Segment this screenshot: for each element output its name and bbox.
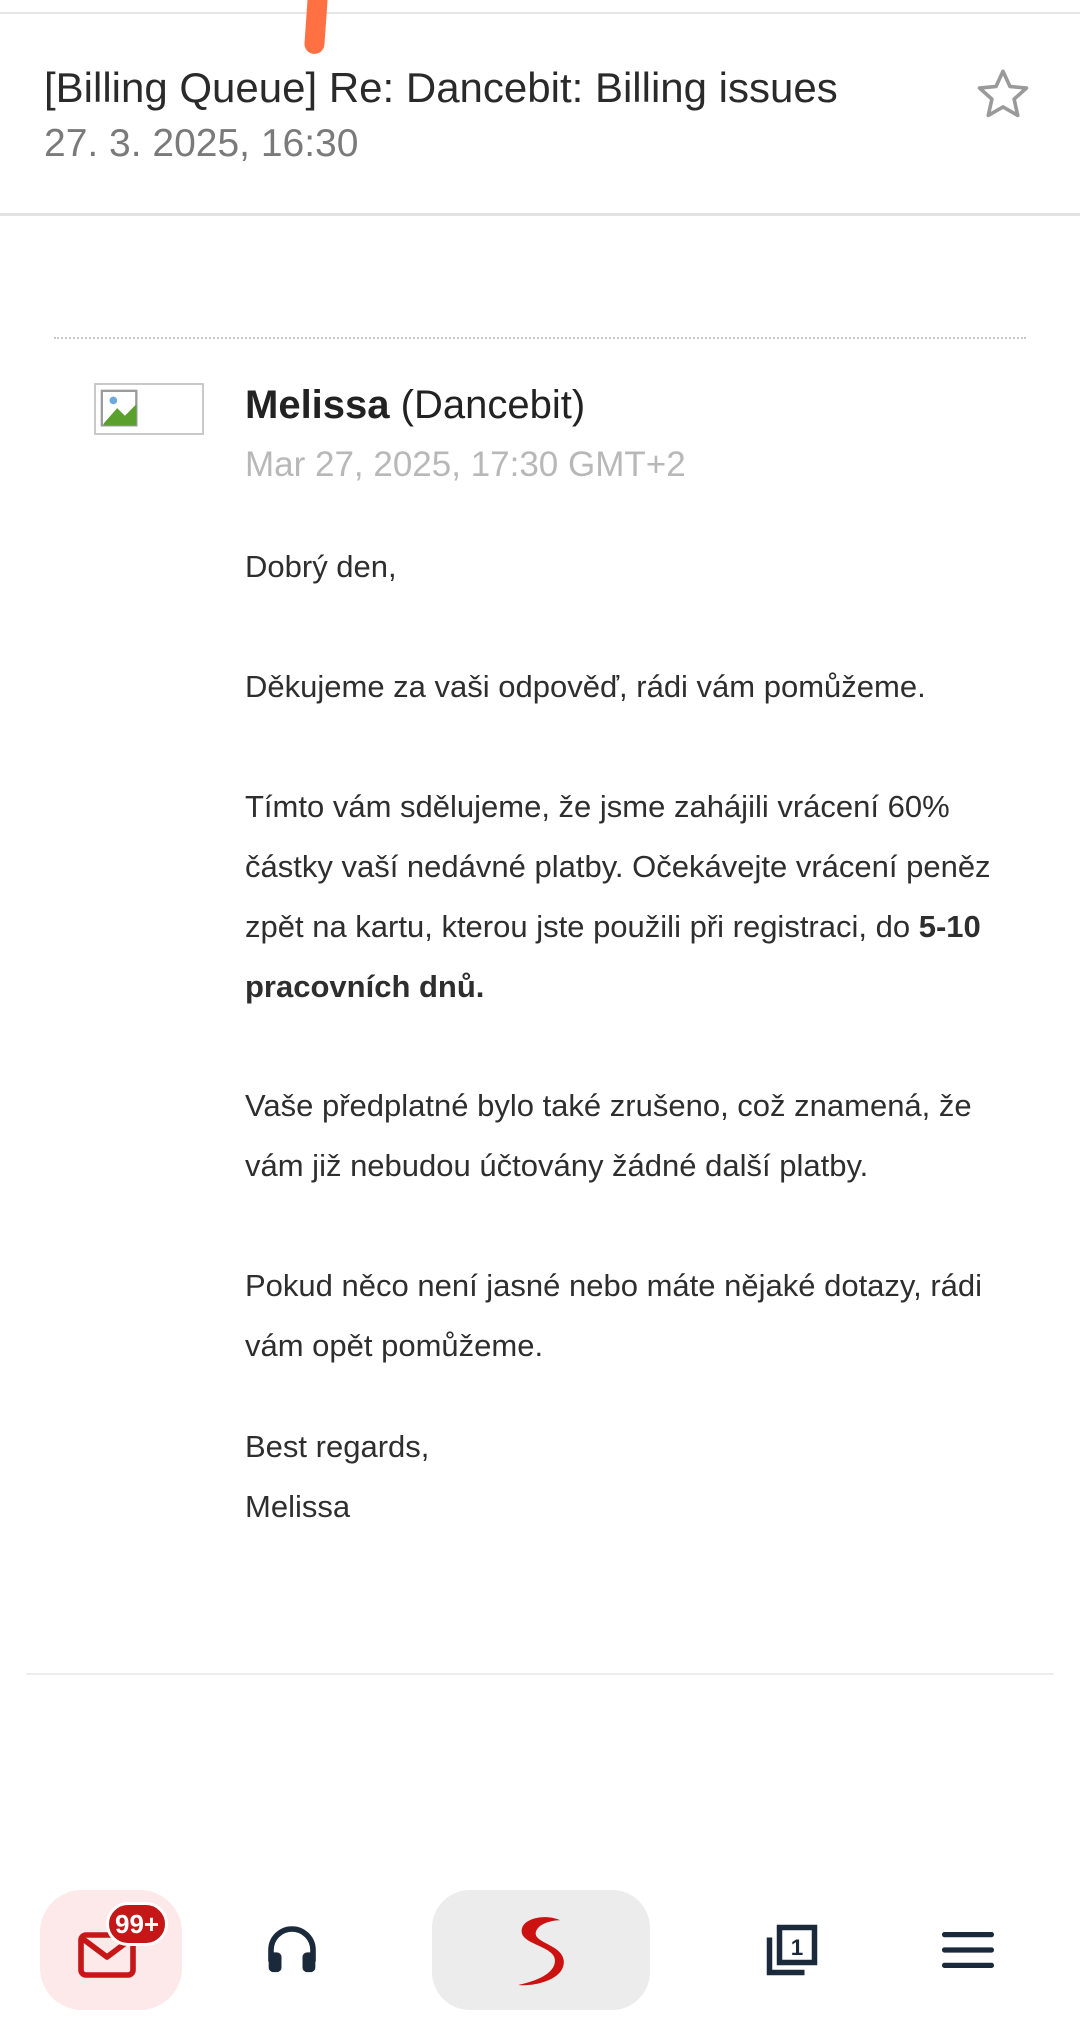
paragraph-contact-text: Pokud něco není jasné nebo máte nějaké dotazy, rádi vám opět pomůžeme.	[245, 1268, 983, 1363]
top-edge	[0, 0, 1080, 14]
paragraph-contact	[245, 1256, 1035, 1376]
sender	[245, 383, 585, 428]
s-logo-icon	[506, 1909, 576, 1991]
refund-period: 5-10 pracovních dnů.	[245, 909, 981, 1004]
mail-unread-badge: 99+	[106, 1902, 168, 1946]
star-icon[interactable]	[972, 64, 1034, 126]
nav-mail-button[interactable]	[40, 1890, 182, 2010]
avatar	[94, 383, 204, 435]
headphones-icon	[264, 1922, 320, 1978]
bottom-separator	[26, 1673, 1054, 1675]
nav-tabs-button[interactable]	[742, 1890, 842, 2010]
paragraph-thanks	[245, 657, 1035, 717]
paragraph-refund-text	[245, 777, 1035, 1017]
paragraph-refund	[245, 777, 1035, 1017]
broken-image-icon	[98, 387, 144, 433]
message-header	[0, 14, 1080, 216]
signature: Melissa	[245, 1489, 351, 1524]
paragraph-subscription	[245, 1076, 1035, 1196]
greeting	[245, 537, 1035, 597]
sender-organization: (Dancebit)	[400, 383, 586, 427]
paragraph-subscription-text: Vaše předplatné bylo také zrušeno, což znamená, že vám již nebudou účtovány žádné další platby.	[245, 1088, 972, 1183]
nav-home-button[interactable]	[432, 1890, 650, 2010]
tabs-icon	[762, 1920, 822, 1980]
refund-text: Tímto vám sdělujeme, že jsme zahájili vrácení 60% částky vaší nedávné platby. Očekávejte vrácení peněz zpět na kartu, kterou jste použili při registraci, do	[245, 789, 991, 944]
greeting-text: Dobrý den,	[245, 549, 397, 584]
tabs-count: 1	[790, 1935, 804, 1960]
nav-menu-button[interactable]	[918, 1890, 1018, 2010]
header-date: 27. 3. 2025, 16:30	[44, 122, 359, 165]
menu-icon	[940, 1928, 996, 1972]
sent-date: Mar 27, 2025, 17:30 GMT+2	[245, 445, 686, 484]
nav-audio-button[interactable]	[242, 1890, 342, 2010]
bottom-navigation	[0, 1880, 1080, 2041]
paragraph-thanks-text: Děkujeme za vaši odpověď, rádi vám pomůžeme.	[245, 669, 926, 704]
message-separator	[54, 337, 1026, 339]
closing: Best regards,	[245, 1429, 430, 1464]
sender-name: Melissa	[245, 383, 390, 427]
subject-title: [Billing Queue] Re: Dancebit: Billing issues	[44, 64, 838, 111]
